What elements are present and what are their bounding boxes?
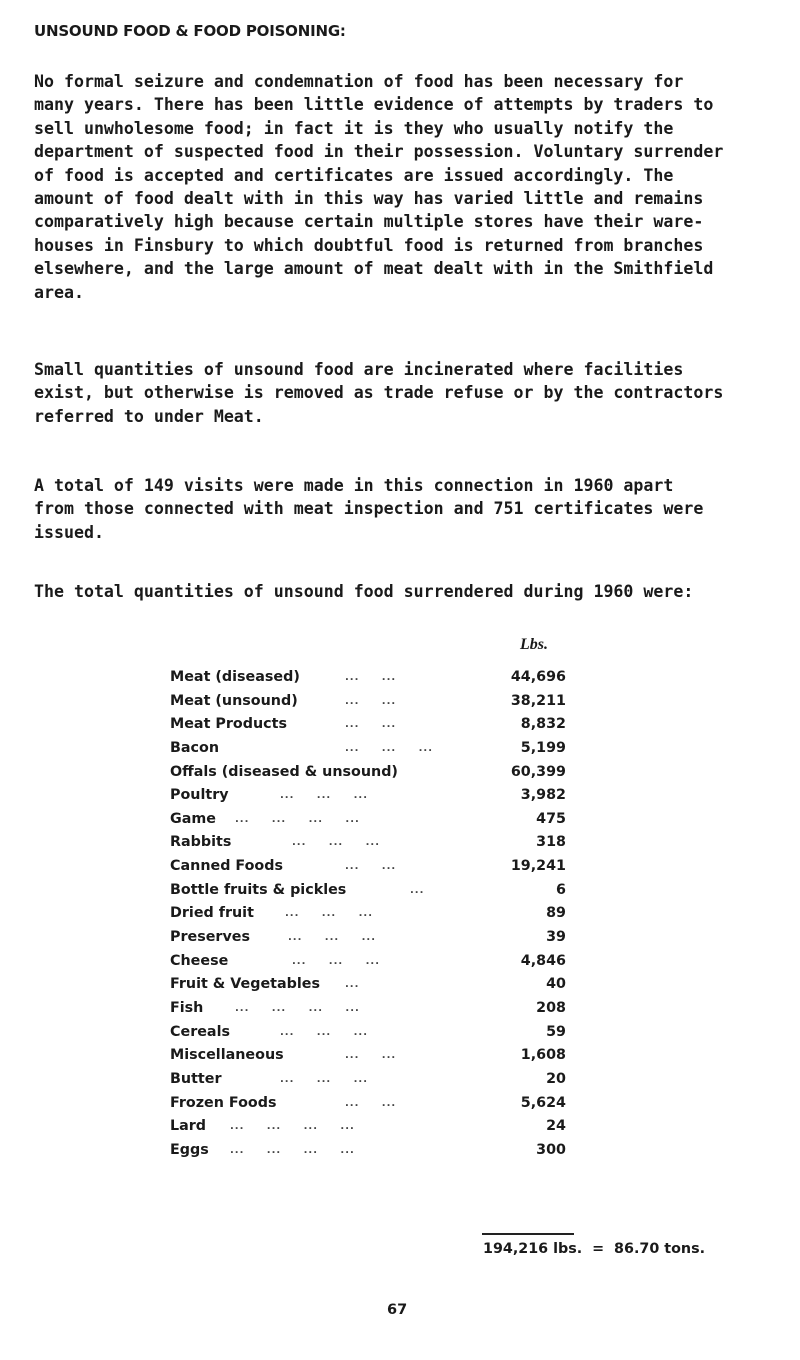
- leader-dots: ... ... ...: [280, 1073, 369, 1085]
- table-row: [170, 1044, 610, 1068]
- table-row: [170, 1092, 610, 1116]
- text-line: elsewhere, and the large amount of meat dealt with in the Smithfield: [34, 259, 714, 279]
- unit-header: Lbs.: [520, 636, 548, 653]
- food-item-weight: 39: [546, 929, 566, 946]
- leader-dots: ...: [345, 979, 360, 991]
- leader-dots: ... ...: [345, 1050, 397, 1062]
- food-item-label: Cereals: [170, 1023, 230, 1040]
- table-row: [170, 879, 610, 903]
- food-item-label: Meat (diseased): [170, 669, 300, 685]
- food-item-weight: 3,982: [520, 787, 566, 804]
- table-row: [170, 926, 610, 950]
- text-line: referred to under Meat.: [34, 406, 264, 426]
- food-item-label: Meat Products: [170, 716, 287, 733]
- table-row: [170, 855, 610, 879]
- section-heading: UNSOUND FOOD & FOOD POISONING:: [34, 22, 346, 40]
- paragraph-visits: [34, 474, 776, 544]
- food-item-label: Canned Foods: [170, 858, 283, 875]
- text-line: department of suspected food in their possession. Voluntary surrender: [34, 142, 724, 162]
- text-line: The total quantities of unsound food surrendered during 1960 were:: [34, 582, 694, 601]
- table-row: [170, 1021, 610, 1045]
- table-row: [170, 1139, 610, 1163]
- food-item-label: Bottle fruits & pickles: [170, 881, 347, 898]
- table-row: [170, 973, 610, 997]
- paragraph-table-intro: [34, 580, 776, 603]
- leader-dots: ... ...: [345, 719, 397, 731]
- table-row: [170, 808, 610, 832]
- food-item-weight: 20: [546, 1070, 566, 1087]
- text-line: of food is accepted and certificates are issued accordingly. The: [34, 165, 674, 185]
- food-item-label: Fruit & Vegetables: [170, 976, 320, 993]
- food-item-label: Cheese: [170, 952, 229, 969]
- text-line: houses in Finsbury to which doubtful food is returned from branches: [34, 235, 704, 255]
- food-item-label: Rabbits: [170, 834, 232, 851]
- text-line: area.: [34, 282, 84, 302]
- food-item-weight: 38,211: [510, 692, 566, 709]
- text-line: sell unwholesome food; in fact it is they who usually notify the: [34, 118, 674, 138]
- food-item-weight: 8,832: [520, 716, 566, 733]
- food-item-label: Frozen Foods: [170, 1094, 277, 1111]
- table-row: [170, 690, 610, 714]
- food-item-label: Lard: [170, 1118, 207, 1135]
- food-item-weight: 44,696: [510, 669, 566, 685]
- leader-dots: ... ... ... ...: [230, 1144, 355, 1156]
- table-row: [170, 761, 610, 785]
- food-item-weight: 59: [546, 1023, 566, 1040]
- table-total: 194,216 lbs. = 86.70 tons.: [483, 1241, 706, 1257]
- food-item-label: Meat (unsound): [170, 692, 298, 709]
- table-row: [170, 737, 610, 761]
- table-row: [170, 997, 610, 1021]
- leader-dots: ... ...: [345, 1097, 397, 1109]
- food-item-label: Bacon: [170, 739, 220, 756]
- leader-dots: ... ... ...: [292, 955, 381, 967]
- food-item-weight: 5,199: [520, 739, 566, 756]
- unsound-food-table: [170, 666, 610, 1162]
- table-row: [170, 902, 610, 926]
- leader-dots: ... ...: [345, 695, 397, 707]
- food-item-weight: 300: [536, 1141, 566, 1158]
- food-item-weight: 40: [546, 976, 566, 993]
- table-row: [170, 950, 610, 974]
- leader-dots: ...: [410, 884, 425, 896]
- table-row: [170, 1115, 610, 1139]
- leader-dots: ... ...: [345, 861, 397, 873]
- text-line: comparatively high because certain multiple stores have their ware-: [34, 212, 704, 232]
- food-item-weight: 208: [536, 999, 566, 1016]
- leader-dots: ... ... ...: [280, 790, 369, 802]
- food-item-weight: 19,241: [510, 858, 566, 875]
- leader-dots: ... ... ...: [345, 742, 434, 754]
- food-item-weight: 24: [546, 1118, 566, 1135]
- table-row: [170, 666, 610, 690]
- food-item-weight: 475: [536, 810, 566, 827]
- text-line: exist, but otherwise is removed as trade refuse or by the contractors: [34, 383, 724, 403]
- food-item-weight: 1,608: [520, 1047, 566, 1064]
- text-line: No formal seizure and condemnation of food has been necessary for: [34, 72, 684, 91]
- food-item-label: Butter: [170, 1070, 222, 1087]
- leader-dots: ... ...: [345, 672, 397, 683]
- food-item-weight: 60,399: [510, 763, 566, 780]
- table-row: [170, 784, 610, 808]
- food-item-label: Offals (diseased & unsound): [170, 763, 398, 780]
- food-item-label: Eggs: [170, 1141, 209, 1158]
- food-item-label: Game: [170, 810, 216, 827]
- food-item-label: Poultry: [170, 787, 229, 804]
- food-item-weight: 6: [556, 881, 566, 898]
- text-line: A total of 149 visits were made in this connection in 1960 apart: [34, 476, 674, 495]
- leader-dots: ... ... ... ...: [235, 1002, 360, 1014]
- text-line: many years. There has been little evidence of attempts by traders to: [34, 95, 714, 115]
- text-line: from those connected with meat inspection and 751 certificates were: [34, 499, 704, 519]
- leader-dots: ... ... ... ...: [235, 813, 360, 825]
- food-item-weight: 318: [536, 834, 566, 851]
- text-line: Small quantities of unsound food are incinerated where facilities: [34, 360, 684, 379]
- leader-dots: ... ... ...: [280, 1026, 369, 1038]
- total-rule: [482, 1233, 574, 1235]
- paragraph-surrender: [34, 70, 776, 304]
- leader-dots: ... ... ...: [288, 932, 377, 944]
- paragraph-disposal: [34, 358, 776, 428]
- leader-dots: ... ... ... ...: [230, 1121, 355, 1133]
- text-line: issued.: [34, 522, 104, 542]
- food-item-label: Miscellaneous: [170, 1047, 284, 1064]
- leader-dots: ... ... ...: [292, 837, 381, 849]
- food-item-label: Dried fruit: [170, 905, 254, 922]
- table-row: [170, 713, 610, 737]
- table-row: [170, 1068, 610, 1092]
- table-row: [170, 831, 610, 855]
- food-item-label: Fish: [170, 999, 204, 1016]
- food-item-weight: 4,846: [520, 952, 566, 969]
- food-item-label: Preserves: [170, 929, 251, 946]
- text-line: amount of food dealt with in this way has varied little and remains: [34, 189, 704, 209]
- leader-dots: ... ... ...: [285, 908, 374, 920]
- food-item-weight: 89: [546, 905, 566, 922]
- food-item-weight: 5,624: [520, 1094, 566, 1111]
- page-number: 67: [387, 1302, 408, 1318]
